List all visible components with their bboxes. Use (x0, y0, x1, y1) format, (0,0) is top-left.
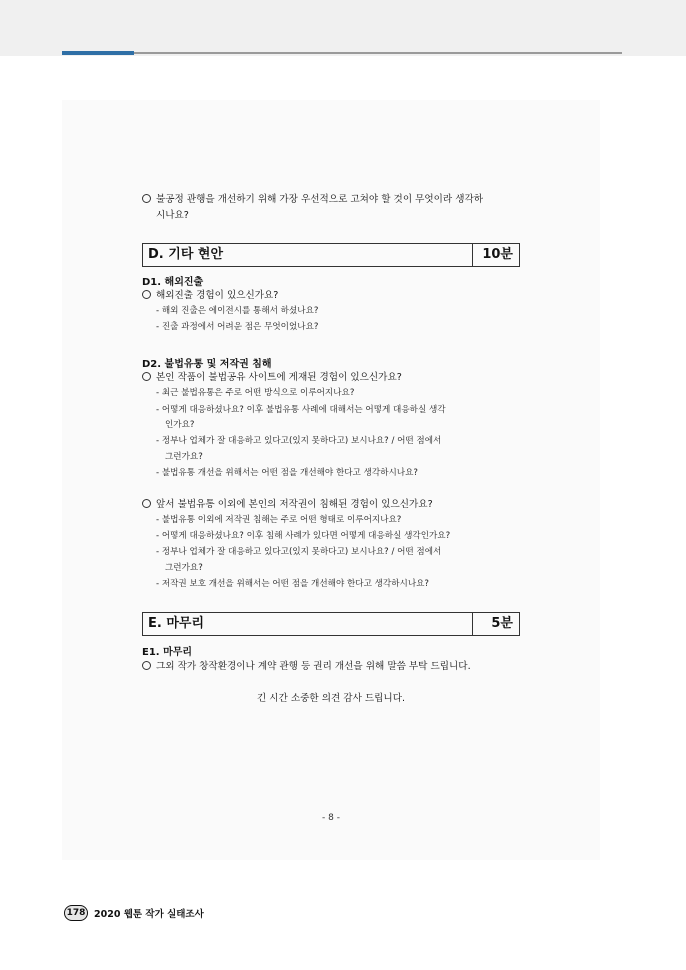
intro-question (142, 192, 483, 207)
section-e-time: 5분 (472, 613, 519, 635)
e1-question (142, 659, 471, 674)
list-item: - 어떻게 대응하셨나요? 이후 불법유통 사례에 대해서는 어떻게 대응하실 생각 (156, 405, 446, 415)
list-item: - 진출 과정에서 어려운 점은 무엇이었나요? (156, 322, 319, 332)
list-item: - 정부나 업체가 잘 대응하고 있다고(있지 못하다고) 보시나요? / 어떤 점에서 (156, 547, 442, 557)
top-band (0, 0, 686, 56)
circle-bullet-icon (142, 194, 151, 203)
circle-bullet-icon (142, 290, 151, 299)
list-item: - 최근 불법유통은 주로 어떤 방식으로 이루어지나요? (156, 388, 355, 398)
closing-text: 긴 시간 소중한 의견 감사 드립니다. (256, 693, 406, 704)
d2-question-1-text: 본인 작품이 불법공유 사이트에 게재된 경험이 있으신가요? (156, 372, 402, 383)
circle-bullet-icon (142, 372, 151, 381)
circle-bullet-icon (142, 499, 151, 508)
intro-question-line1: 불공정 관행을 개선하기 위해 가장 우선적으로 고쳐야 할 것이 무엇이라 생각하 (156, 194, 484, 205)
d1-question-text: 해외진출 경험이 있으신가요? (156, 290, 279, 301)
d2-question-2-text: 앞서 불법유통 이외에 본인의 저작권이 침해된 경험이 있으신가요? (156, 499, 433, 510)
list-item: 인가요? (165, 420, 195, 430)
section-d-title: D. 기타 현안 (148, 247, 224, 262)
page-number: - 8 - (322, 813, 340, 823)
list-item: 그런가요? (165, 563, 203, 573)
section-d-time: 10분 (472, 244, 519, 266)
list-item: 그런가요? (165, 452, 203, 462)
section-e-title: E. 마무리 (148, 616, 205, 631)
d2-heading: D2. 불법유통 및 저작권 침해 (142, 359, 272, 370)
intro-question-line2: 시나요? (156, 210, 189, 221)
section-d-box (142, 243, 520, 267)
d2-question-1 (142, 370, 402, 385)
d1-heading: D1. 해외진출 (142, 277, 204, 288)
list-item: - 정부나 업체가 잘 대응하고 있다고(있지 못하다고) 보시나요? / 어떤 점에서 (156, 436, 442, 446)
header-rule-accent (62, 51, 134, 55)
list-item: - 불법유통 이외에 저작권 침해는 주로 어떤 형태로 이루어지나요? (156, 515, 402, 525)
footer (64, 905, 204, 921)
list-item: - 저작권 보호 개선을 위해서는 어떤 점을 개선해야 한다고 생각하시나요? (156, 579, 429, 589)
header-rule (134, 52, 622, 54)
page-badge: 178 (64, 905, 88, 921)
list-item: - 해외 진출은 에이전시를 통해서 하셨나요? (156, 306, 319, 316)
d2-question-2 (142, 497, 433, 512)
e1-heading: E1. 마무리 (142, 647, 193, 658)
e1-question-text: 그외 작가 창작환경이나 계약 관행 등 권리 개선을 위해 말씀 부탁 드립니다. (156, 661, 471, 672)
circle-bullet-icon (142, 661, 151, 670)
section-e-box (142, 612, 520, 636)
d1-question (142, 288, 278, 303)
list-item: - 불법유통 개선을 위해서는 어떤 점을 개선해야 한다고 생각하시나요? (156, 468, 418, 478)
list-item: - 어떻게 대응하셨나요? 이후 침해 사례가 있다면 어떻게 대응하실 생각인가요? (156, 531, 451, 541)
footer-title: 2020 웹툰 작가 실태조사 (94, 909, 204, 920)
